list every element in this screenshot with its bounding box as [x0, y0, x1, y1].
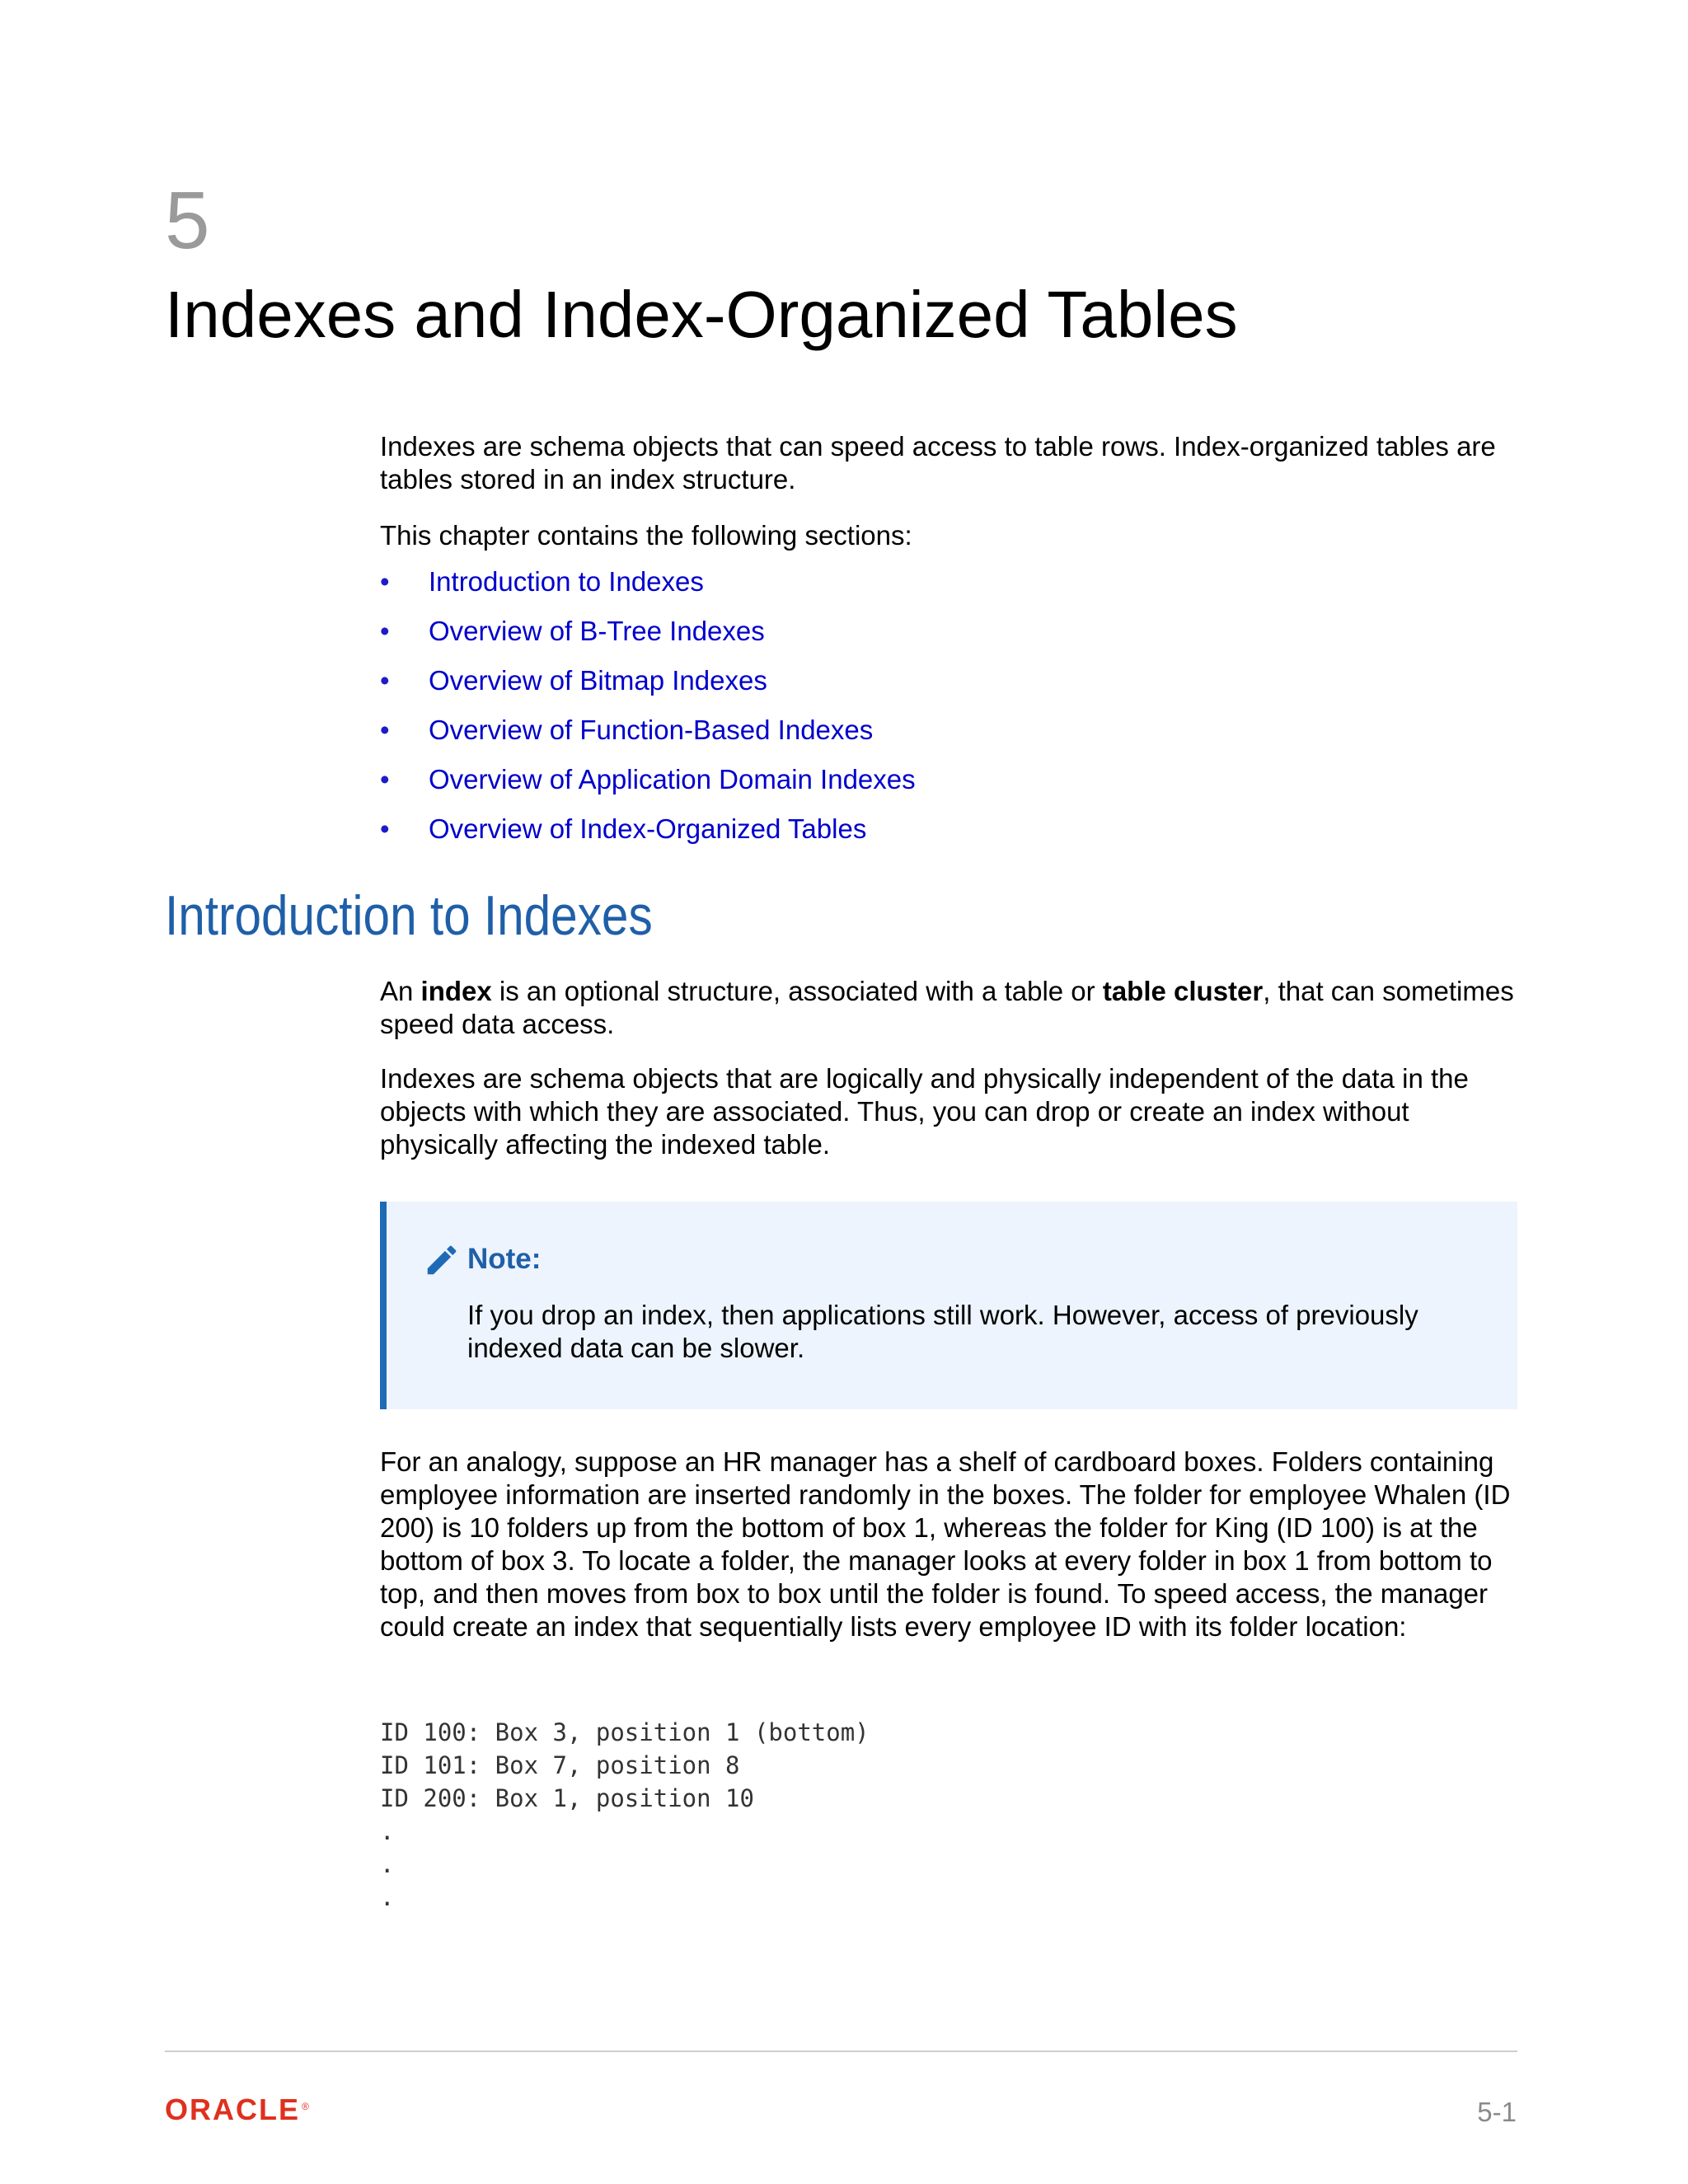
bullet: •	[380, 665, 390, 696]
chapter-title: Indexes and Index-Organized Tables	[165, 278, 1238, 351]
toc-link-b-tree-indexes[interactable]: Overview of B-Tree Indexes	[429, 616, 765, 646]
term-table-cluster: table cluster	[1102, 976, 1264, 1006]
term-index: index	[420, 976, 492, 1006]
code-line: .	[380, 1817, 395, 1845]
toc-link-application-domain-indexes[interactable]: Overview of Application Domain Indexes	[429, 764, 916, 794]
toc-link-introduction-to-indexes[interactable]: Introduction to Indexes	[429, 566, 704, 597]
pencil-icon	[423, 1241, 461, 1279]
toc-link-function-based-indexes[interactable]: Overview of Function-Based Indexes	[429, 715, 874, 745]
index-definition-paragraph	[380, 975, 1517, 1041]
registered-mark: ®	[302, 2101, 309, 2112]
section-heading: Introduction to Indexes	[165, 884, 653, 947]
note-box	[380, 1202, 1517, 1409]
bullet: •	[380, 566, 390, 597]
bullet: •	[380, 813, 390, 844]
footer-divider	[165, 2050, 1517, 2052]
code-line: ID 100: Box 3, position 1 (bottom)	[380, 1718, 870, 1746]
chapter-number: 5	[165, 175, 210, 265]
independence-paragraph: Indexes are schema objects that are logically and physically independent of the data in the objects with which they are associated. Thus, you can drop or create an index without physically affecting the indexed table.	[380, 1063, 1469, 1160]
toc-link-index-organized-tables[interactable]: Overview of Index-Organized Tables	[429, 813, 867, 844]
bullet: •	[380, 764, 390, 794]
bullet: •	[380, 616, 390, 646]
code-line: .	[380, 1883, 395, 1911]
note-label: Note:	[467, 1243, 542, 1275]
text-run: , that can sometimes speed data access.	[380, 976, 1514, 1039]
text-run: is an optional structure, associated with a table or	[491, 976, 1103, 1006]
logo-text: ORACLE	[165, 2093, 300, 2126]
note-text: If you drop an index, then applications still work. However, access of previously indexed data can be slower.	[467, 1300, 1418, 1363]
sections-intro: This chapter contains the following sections:	[380, 520, 912, 551]
bullet: •	[380, 715, 390, 745]
code-line: ID 200: Box 1, position 10	[380, 1784, 754, 1812]
toc-link-bitmap-indexes[interactable]: Overview of Bitmap Indexes	[429, 665, 767, 696]
page-number: 5-1	[1477, 2097, 1517, 2127]
code-line: .	[380, 1850, 395, 1878]
analogy-paragraph: For an analogy, suppose an HR manager has a shelf of cardboard boxes. Folders containing employee information are inserted randomly in the boxes. The folder for employee Whalen (ID 200) is 10 folders up from the bottom of box 1, whereas the folder for King (ID 100) is at the bottom of box 3. To locate a folder, the manager looks at every folder in box 1 from bottom to top, and then moves from box to box until the folder is found. To speed access, the manager could create an index that sequentially lists every employee ID with its folder location:	[380, 1446, 1511, 1642]
code-line: ID 101: Box 7, position 8	[380, 1751, 740, 1779]
code-example	[380, 1716, 870, 1914]
intro-paragraph: Indexes are schema objects that can speed access to table rows. Index-organized tables are tables stored in an index structure.	[380, 431, 1496, 494]
oracle-logo	[165, 2093, 309, 2126]
text-run: An	[380, 976, 421, 1006]
